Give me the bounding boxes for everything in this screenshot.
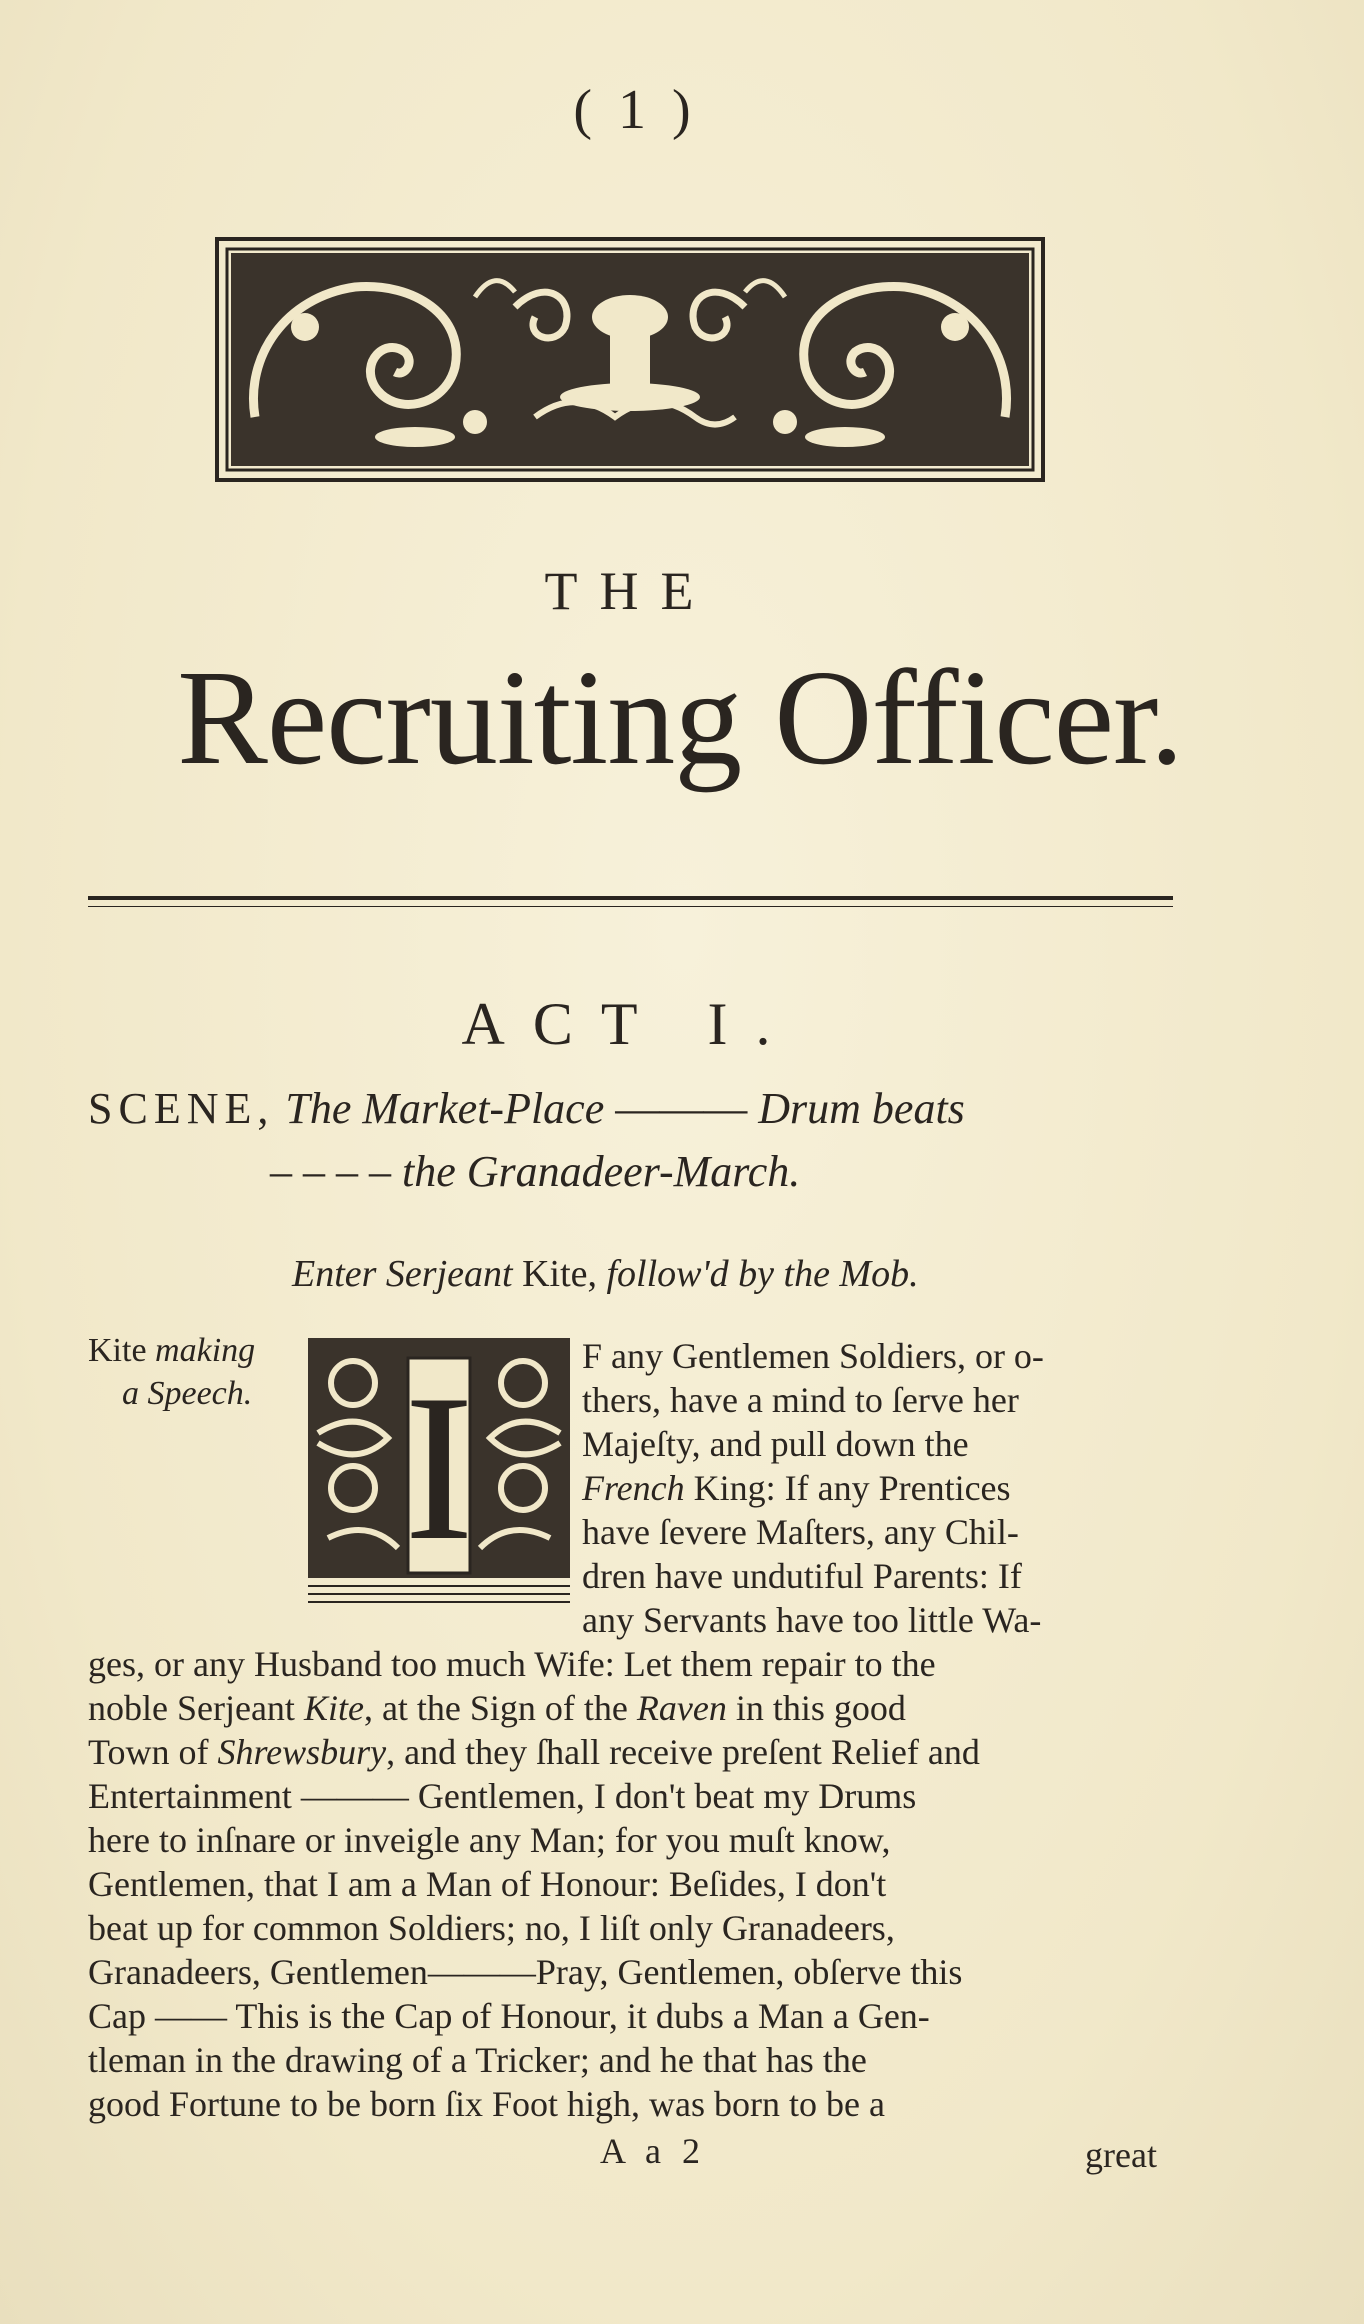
signature-mark: A a 2 bbox=[600, 2131, 706, 2171]
scene-march-dash: – – – – bbox=[270, 1147, 402, 1196]
speech-segment: , at the Sign of the bbox=[363, 1688, 637, 1728]
speech-segment: Majeſty, and pull down the bbox=[582, 1424, 969, 1464]
speech-segment: Granadeers, Gentlemen———Pray, Gentlemen, obſerve this bbox=[88, 1952, 963, 1992]
speech-segment: noble Serjeant bbox=[88, 1688, 304, 1728]
thin-rule bbox=[88, 906, 1173, 907]
speech-segment: here to inſnare or inveigle any Man; for you muſt know, bbox=[88, 1820, 891, 1860]
speech-line bbox=[88, 1690, 1173, 1726]
scene-march-text: the Granadeer-March. bbox=[402, 1147, 801, 1196]
page-number: ( 1 ) bbox=[573, 79, 697, 141]
speech-segment: in this good bbox=[726, 1688, 906, 1728]
stage-direction-enter: Enter Serjeant bbox=[292, 1253, 513, 1295]
speech-segment: Gentlemen, that I am a Man of Honour: Beſides, I don't bbox=[88, 1864, 887, 1904]
scene-dash: ——— bbox=[615, 1084, 748, 1133]
margin-action-1: making bbox=[155, 1332, 256, 1369]
title-the: THE bbox=[544, 561, 716, 621]
speech-line bbox=[88, 1866, 1173, 1902]
speech-segment: Kite bbox=[303, 1688, 364, 1728]
scene-label: SCENE, bbox=[88, 1084, 275, 1133]
speech-segment: Shrewsbury bbox=[217, 1732, 387, 1772]
stage-direction-name: Kite, bbox=[522, 1253, 597, 1295]
speech-segment: F any Gentlemen Soldiers, or o- bbox=[582, 1336, 1044, 1376]
speech-segment: good Fortune to be born ſix Foot high, was born to be a bbox=[88, 2084, 885, 2124]
speech-line bbox=[582, 1338, 1172, 1374]
speech-segment: thers, have a mind to ſerve her bbox=[582, 1380, 1019, 1420]
speech-segment: any Servants have too little Wa- bbox=[582, 1600, 1042, 1640]
stage-direction bbox=[292, 1252, 1192, 1296]
ornamental-headpiece bbox=[215, 237, 1045, 482]
speech-segment: Entertainment ——— Gentlemen, I don't beat my Drums bbox=[88, 1776, 917, 1816]
speech-line bbox=[582, 1426, 1172, 1462]
margin-action-2: a Speech. bbox=[122, 1374, 253, 1412]
speech-segment: beat up for common Soldiers; no, I liſt only Granadeers, bbox=[88, 1908, 895, 1948]
stage-direction-rest: follow'd by the Mob. bbox=[606, 1253, 919, 1295]
speech-line bbox=[88, 1646, 1173, 1682]
speech-segment: dren have undutiful Parents: If bbox=[582, 1556, 1022, 1596]
catchword: great bbox=[1085, 2135, 1157, 2175]
speech-segment: , and they ſhall receive preſent Relief and bbox=[386, 1732, 980, 1772]
speech-segment: Cap —— This is the Cap of Honour, it dubs a Man a Gen- bbox=[88, 1996, 930, 2036]
speech-line bbox=[88, 1778, 1173, 1814]
speech-line bbox=[88, 1734, 1173, 1770]
speech-line bbox=[88, 1910, 1173, 1946]
speech-segment: King: If any Prentices bbox=[684, 1468, 1011, 1508]
scene-heading bbox=[88, 1083, 1178, 1134]
speech-line bbox=[582, 1558, 1172, 1594]
speech-line bbox=[88, 2042, 1173, 2078]
play-title: Recruiting Officer. bbox=[177, 643, 1183, 793]
speech-line bbox=[88, 1954, 1173, 1990]
speech-line bbox=[582, 1470, 1172, 1506]
scene-drum: Drum beats bbox=[758, 1084, 965, 1133]
speech-line bbox=[88, 1998, 1173, 2034]
scene-place: The Market-Place bbox=[285, 1084, 605, 1133]
thick-rule bbox=[88, 896, 1173, 900]
scene-march bbox=[270, 1146, 970, 1197]
drop-cap-letter: I bbox=[404, 1352, 474, 1584]
act-heading: ACT I. bbox=[461, 991, 799, 1057]
speech-line bbox=[582, 1514, 1172, 1550]
speech-segment: have ſevere Maſters, any Chil- bbox=[582, 1512, 1019, 1552]
speech-segment: ges, or any Husband too much Wife: Let them repair to the bbox=[88, 1644, 936, 1684]
speech-line bbox=[88, 1822, 1173, 1858]
speech-line bbox=[582, 1382, 1172, 1418]
margin-speaker: Kite bbox=[88, 1332, 147, 1369]
speech-segment: Raven bbox=[636, 1688, 727, 1728]
speech-segment: French bbox=[582, 1468, 685, 1508]
decorated-drop-cap bbox=[308, 1338, 570, 1610]
speech-line bbox=[582, 1602, 1172, 1638]
speech-segment: tleman in the drawing of a Tricker; and he that has the bbox=[88, 2040, 867, 2080]
speech-segment: Town of bbox=[88, 1732, 218, 1772]
margin-note bbox=[88, 1330, 303, 1415]
speech-line bbox=[88, 2086, 1173, 2122]
